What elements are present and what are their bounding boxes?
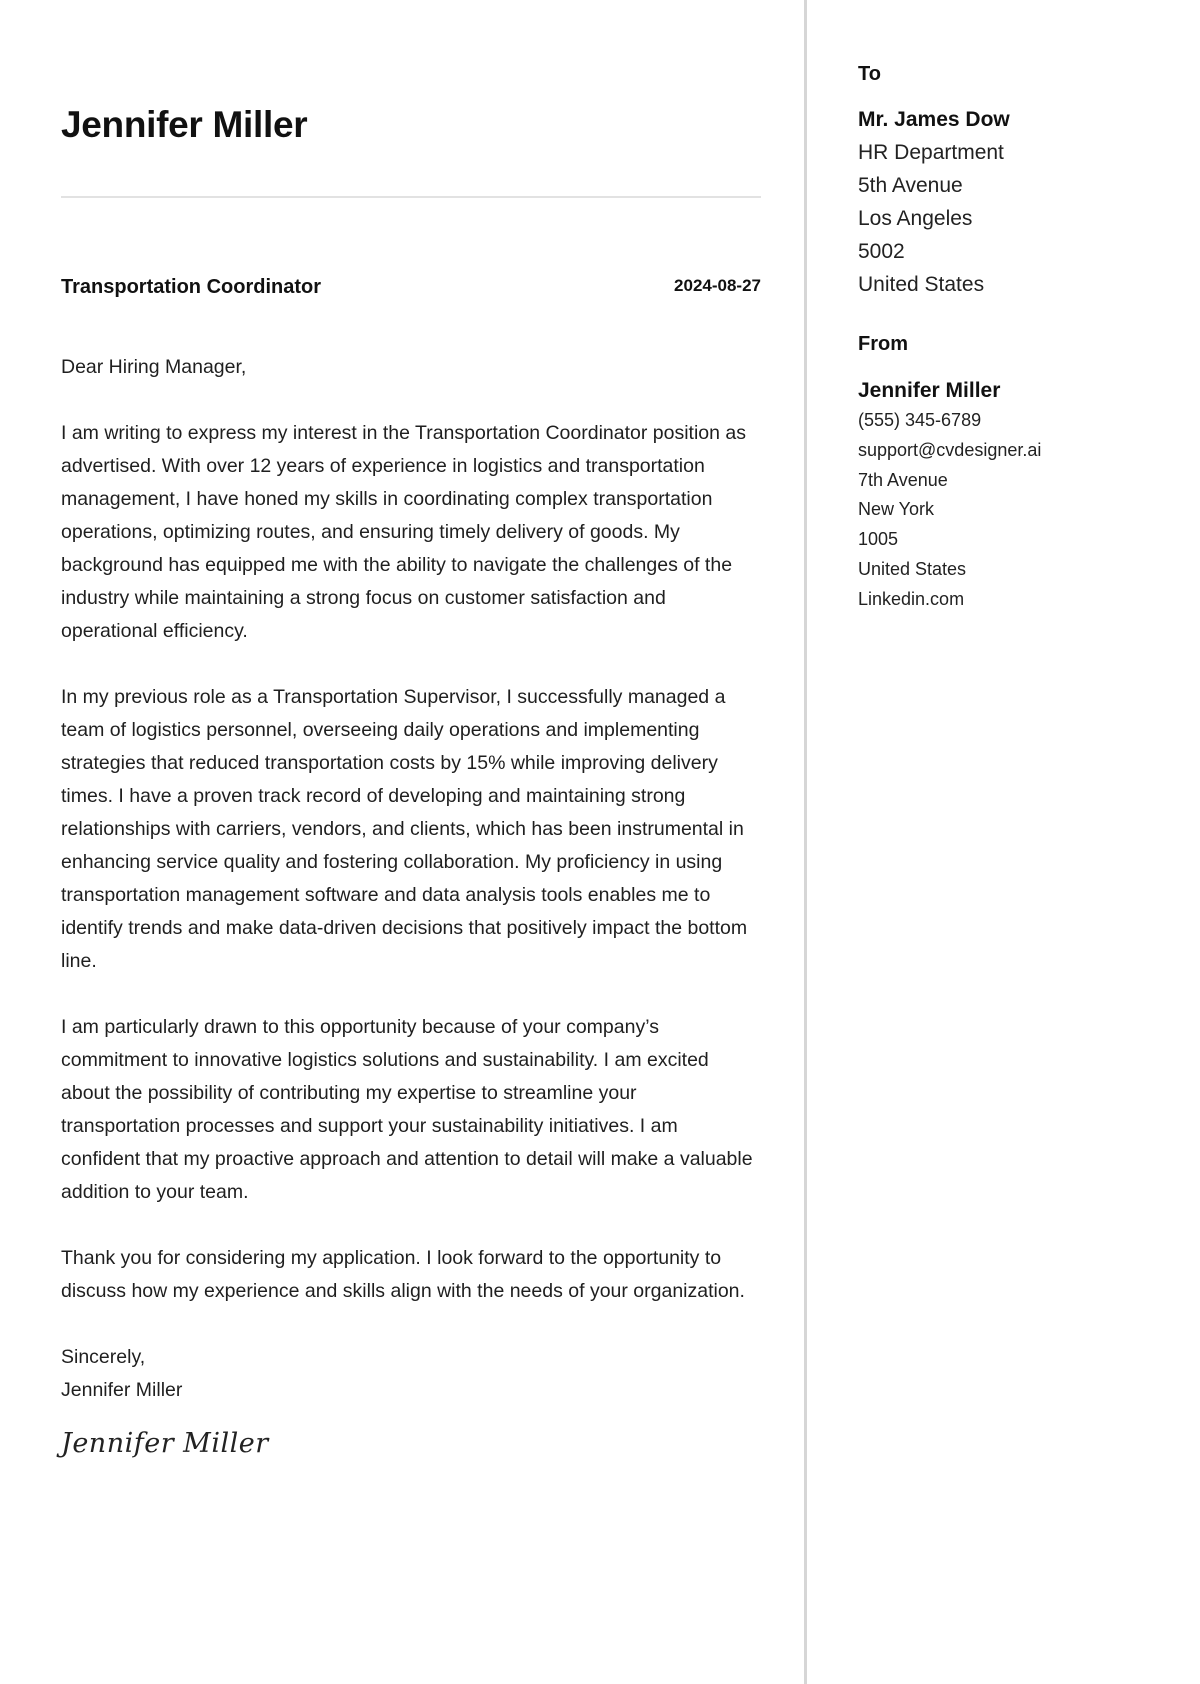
recipient-address-line: United States [858, 273, 985, 296]
sender-address-line: New York [858, 499, 935, 520]
header-divider [61, 196, 761, 198]
recipient-address-line: 5th Avenue [858, 174, 963, 197]
handwritten-signature: Jennifer Miller [61, 1428, 269, 1459]
letter-paragraph: Thank you for considering my application. I look forward to the opportunity to discuss how my experience and skills align with the needs of your organization. [61, 1247, 745, 1302]
recipient-address [858, 136, 1004, 301]
recipient-label: To [858, 63, 881, 85]
letter-paragraph: I am writing to express my interest in the Transportation Coordinator position as advertised. With over 12 years of experience in logistics and transportation management, I have honed my skills in coordinating complex transportation operations, optimizing routes, and ensuring timely delivery of goods. My background has equipped me with the ability to navigate the challenges of the industry while maintaining a strong focus on customer satisfaction and operational efficiency. [61, 422, 746, 642]
sender-address-line: United States [858, 558, 967, 579]
letter-paragraph: I am particularly drawn to this opportunity because of your company’s commitment to innovative logistics solutions and sustainability. I am excited about the possibility of contributing my expertise to streamline your transportation processes and support your sustainability initiatives. I am confident that my proactive approach and attention to detail will make a valuable addition to your team. [61, 1016, 753, 1203]
sender-address-line: 7th Avenue [858, 469, 948, 490]
closing-name: Jennifer Miller [61, 1379, 183, 1401]
column-divider [804, 0, 807, 1684]
sender-email: support@cvdesigner.ai [858, 439, 1042, 460]
letter-date: 2024-08-27 [674, 276, 761, 295]
salutation: Dear Hiring Manager, [61, 356, 247, 378]
closing-phrase: Sincerely, [61, 1346, 146, 1368]
recipient-address-line: HR Department [858, 141, 1004, 164]
recipient-address-line: 5002 [858, 240, 905, 263]
sender-contact [858, 406, 1041, 615]
sender-label: From [858, 333, 908, 355]
closing-block [61, 1341, 761, 1407]
recipient-name: Mr. James Dow [858, 108, 1010, 131]
sender-name: Jennifer Miller [858, 379, 1001, 402]
job-title: Transportation Coordinator [61, 276, 321, 298]
sender-website: Linkedin.com [858, 588, 965, 609]
sender-address-line: 1005 [858, 529, 899, 550]
recipient-address-line: Los Angeles [858, 207, 973, 230]
letter-paragraph: In my previous role as a Transportation Supervisor, I successfully managed a team of logistics personnel, overseeing daily operations and implementing strategies that reduced transportation costs by 15% while improving delivery times. I have a proven track record of developing and maintaining strong relationships with carriers, vendors, and clients, which has been instrumental in enhancing service quality and fostering collaboration. My proficiency in using transportation management software and data analysis tools enables me to identify trends and make data-driven decisions that positively impact the bottom line. [61, 686, 748, 972]
letter-body [61, 351, 761, 1460]
applicant-name-heading: Jennifer Miller [61, 104, 308, 145]
sender-phone: (555) 345-6789 [858, 410, 982, 430]
